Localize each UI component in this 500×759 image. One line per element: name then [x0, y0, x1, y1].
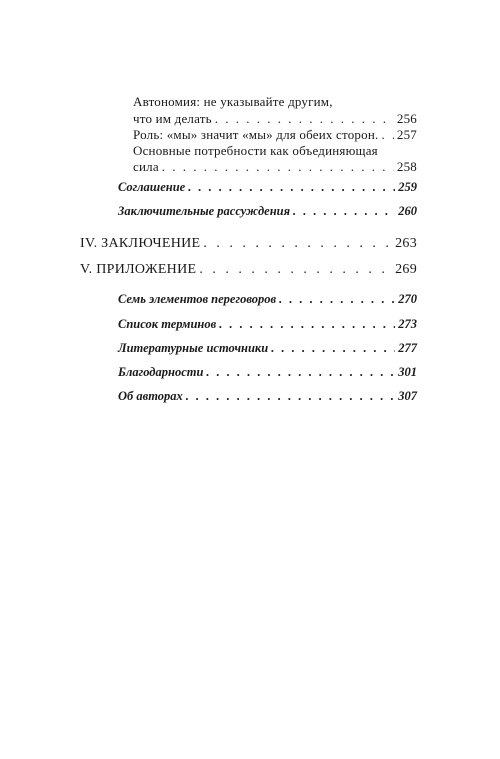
toc-entry-needs: [133, 159, 417, 175]
toc-entry-title: Об авторах: [118, 389, 183, 403]
toc-page-number: 259: [398, 180, 417, 194]
toc-entry-title: Соглашение: [118, 180, 186, 194]
toc-page-number: 258: [396, 159, 417, 174]
toc-page-number: 263: [395, 236, 417, 251]
dot-leader: [203, 236, 392, 252]
toc-entry-title: Роль: «мы» значит «мы» для обеих сторон.: [133, 127, 379, 142]
toc-page-number: 273: [398, 317, 417, 331]
toc-page-number: 257: [396, 127, 417, 142]
toc-part-iv: [80, 236, 417, 252]
dot-leader: [215, 111, 394, 127]
toc-entry-seven-elements: [118, 292, 417, 307]
toc-page-number: 277: [398, 341, 417, 355]
toc-entry-sources: [118, 341, 417, 356]
toc-entry-needs-line1: Основные потребности как объединяющая: [133, 143, 378, 158]
toc-entry-glossary: [118, 317, 417, 332]
toc-entry-authors: [118, 389, 417, 404]
toc-entry-role: [133, 127, 417, 143]
toc-page-number: 269: [395, 262, 417, 277]
dot-leader: [188, 180, 395, 195]
toc-page-number: 256: [396, 111, 417, 126]
dot-leader: [271, 341, 395, 356]
dot-leader: [206, 365, 395, 380]
toc-entry-title: что им делать: [133, 111, 212, 126]
dot-leader: [199, 262, 392, 278]
dot-leader: [293, 204, 395, 219]
toc-entry-final-thoughts: [118, 204, 417, 219]
dot-leader: [381, 127, 393, 143]
dot-leader: [219, 317, 395, 332]
toc-entry-title: Благодарности: [118, 365, 204, 379]
toc-part-v: [80, 262, 417, 278]
toc-page-number: 307: [398, 389, 417, 403]
toc-entry-agreement: [118, 180, 417, 195]
toc-entry-title: Заключительные рассуждения: [118, 204, 291, 218]
toc-entry-autonomy-line1: Автономия: не указывайте другим,: [133, 94, 333, 109]
toc-entry-thanks: [118, 365, 417, 380]
dot-leader: [162, 159, 394, 175]
toc-entry-title: Семь элементов переговоров: [118, 292, 277, 306]
toc-page-number: 260: [398, 204, 417, 218]
toc-page-number: 301: [398, 365, 417, 379]
toc-entry-title: Литературные источники: [118, 341, 269, 355]
toc-entry-title: Список терминов: [118, 317, 217, 331]
dot-leader: [186, 389, 395, 404]
dot-leader: [279, 292, 395, 307]
toc-entry-title: сила: [133, 159, 159, 174]
toc-entry-autonomy: [133, 111, 417, 127]
toc-part-title: V. ПРИЛОЖЕНИЕ: [80, 262, 197, 277]
toc-page-number: 270: [398, 292, 417, 306]
toc-part-title: IV. ЗАКЛЮЧЕНИЕ: [80, 236, 201, 251]
